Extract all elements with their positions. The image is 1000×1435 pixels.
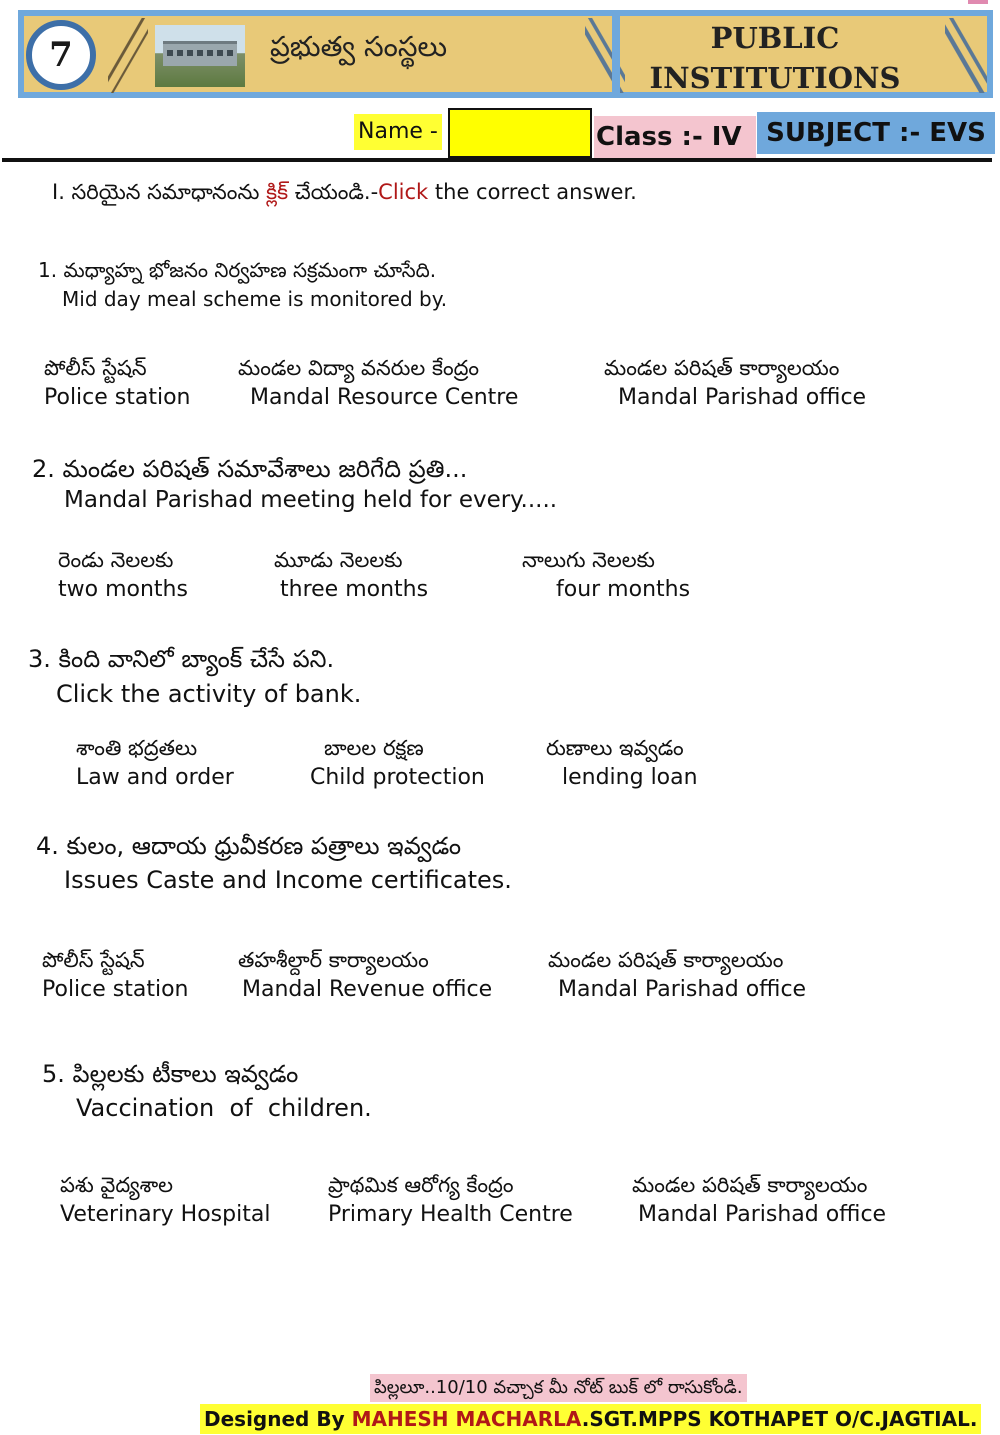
name-label: Name - <box>354 114 442 150</box>
q5-option-primary-health-centre[interactable] <box>328 1170 573 1230</box>
question-5-telugu: 5. పిల్లలకు టీకాలు ఇవ్వడం <box>42 1060 299 1088</box>
name-input[interactable] <box>448 108 592 158</box>
title-english <box>640 18 910 98</box>
option-telugu: తహశీల్దార్ కార్యాలయం <box>238 948 429 972</box>
q2-option-two-months[interactable] <box>58 545 188 605</box>
title-english-line1: PUBLIC <box>710 21 840 55</box>
option-telugu: పోలీస్ స్టేషన్ <box>44 356 147 380</box>
option-telugu: మండల పరిషత్ కార్యాలయం <box>632 1173 868 1197</box>
instruction-highlight-telugu: క్లిక్ <box>266 180 289 204</box>
option-telugu: మూడు నెలలకు <box>274 548 403 572</box>
q4-option-mandal-revenue-office[interactable] <box>238 945 492 1005</box>
option-english: three months <box>280 577 429 602</box>
footer-credit <box>200 1404 981 1434</box>
instruction-text <box>52 180 637 210</box>
instruction-middle: చేయండి.- <box>294 180 379 204</box>
question-2-telugu: 2. మండల పరిషత్ సమావేశాలు జరిగేది ప్రతి... <box>32 455 468 483</box>
option-telugu: పశు వైద్యశాల <box>60 1173 174 1197</box>
option-english: Veterinary Hospital <box>60 1202 271 1227</box>
banner-divider <box>612 10 620 98</box>
option-english: four months <box>556 577 691 602</box>
q5-option-mandal-parishad-office[interactable] <box>632 1170 886 1230</box>
q4-option-police-station[interactable] <box>42 945 189 1005</box>
question-4-english: Issues Caste and Income certificates. <box>64 866 512 894</box>
question-3-telugu: 3. కింది వానిలో బ్యాంక్ చేసే పని. <box>28 645 335 673</box>
option-english: Law and order <box>76 765 234 790</box>
option-telugu: నాలుగు నెలలకు <box>522 548 655 572</box>
option-telugu: మండల విద్యా వనరుల కేంద్రం <box>238 356 480 380</box>
credit-prefix: Designed By <box>204 1407 345 1431</box>
instruction-suffix: the correct answer. <box>434 180 637 204</box>
decorative-stripe-right <box>945 18 987 93</box>
option-english: Child protection <box>310 765 485 790</box>
option-telugu: రెండు నెలలకు <box>58 548 174 572</box>
question-5-english: Vaccination of children. <box>76 1094 372 1122</box>
instruction-prefix: I. సరియైన సమాధానంను <box>52 180 260 204</box>
question-2-english: Mandal Parishad meeting held for every..... <box>64 487 558 513</box>
option-english: Mandal Revenue office <box>242 977 493 1002</box>
option-english: Police station <box>44 385 191 410</box>
footer-note: పిల్లలూ..10/10 వచ్చాక మీ నోట్ బుక్ లో రాసుకోండి. <box>370 1374 747 1402</box>
q1-option-mandal-parishad-office[interactable] <box>604 353 866 413</box>
title-telugu: ప్రభుత్వ సంస్థలు <box>270 30 448 63</box>
option-telugu: మండల పరిషత్ కార్యాలయం <box>548 948 784 972</box>
header-divider-line <box>2 158 992 162</box>
title-english-line2: INSTITUTIONS <box>649 61 901 95</box>
q1-option-police-station[interactable] <box>44 353 191 413</box>
option-telugu: ప్రాథమిక ఆరోగ్య కేంద్రం <box>328 1173 514 1197</box>
question-3-english: Click the activity of bank. <box>56 680 362 708</box>
option-english: lending loan <box>562 765 698 790</box>
class-label: Class :- IV <box>594 116 756 158</box>
corner-mark <box>968 0 988 4</box>
q4-option-mandal-parishad-office[interactable] <box>548 945 806 1005</box>
question-1-telugu: 1. మధ్యాహ్న భోజనం నిర్వహణ సక్రమంగా చూసేది. <box>38 258 437 282</box>
chapter-number-badge: 7 <box>26 20 96 90</box>
q1-option-mandal-resource-centre[interactable] <box>238 353 518 413</box>
option-english: Mandal Parishad office <box>618 385 867 410</box>
subject-label: SUBJECT :- EVS <box>757 112 995 154</box>
option-english: Mandal Resource Centre <box>250 385 519 410</box>
option-english: Primary Health Centre <box>328 1202 573 1227</box>
q2-option-four-months[interactable] <box>522 545 690 605</box>
option-english: Mandal Parishad office <box>638 1202 887 1227</box>
option-telugu: శాంతి భద్రతలు <box>76 736 198 760</box>
option-english: Mandal Parishad office <box>558 977 807 1002</box>
option-telugu: రుణాలు ఇవ్వడం <box>546 736 684 760</box>
instruction-highlight-english: Click <box>378 180 429 204</box>
q3-option-child-protection[interactable] <box>310 733 485 793</box>
credit-suffix: .SGT.MPPS KOTHAPET O/C.JAGTIAL. <box>581 1407 978 1431</box>
option-telugu: పోలీస్ స్టేషన్ <box>42 948 145 972</box>
option-english: two months <box>58 577 188 602</box>
building-photo <box>155 25 245 87</box>
credit-name: MAHESH MACHARLA <box>351 1407 582 1431</box>
question-1-english: Mid day meal scheme is monitored by. <box>62 287 448 311</box>
q3-option-law-and-order[interactable] <box>76 733 234 793</box>
q5-option-veterinary-hospital[interactable] <box>60 1170 270 1230</box>
decorative-stripe-left <box>108 18 148 93</box>
option-telugu: మండల పరిషత్ కార్యాలయం <box>604 356 840 380</box>
q2-option-three-months[interactable] <box>274 545 428 605</box>
question-4-telugu: 4. కులం, ఆదాయ ధ్రువీకరణ పత్రాలు ఇవ్వడం <box>36 832 462 860</box>
option-english: Police station <box>42 977 189 1002</box>
q3-option-lending-loan[interactable] <box>546 733 698 793</box>
option-telugu: బాలల రక్షణ <box>324 736 424 760</box>
